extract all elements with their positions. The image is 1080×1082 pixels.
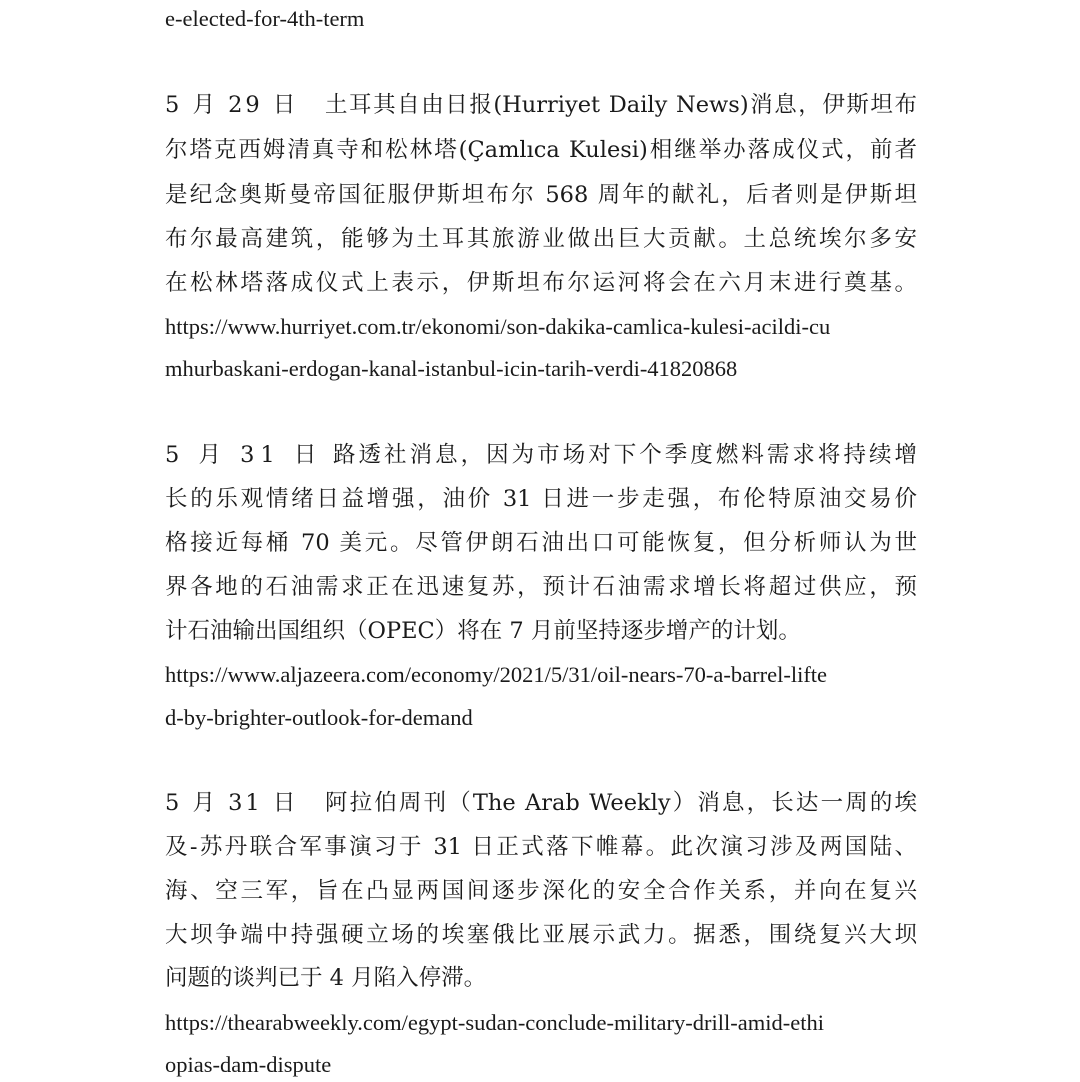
entry-text-line: 尔塔克西姆清真寺和松林塔(Çamlıca Kulesi)相继举办落成仪式，前者 [165, 137, 917, 163]
entry-url-line[interactable]: d-by-brighter-outlook-for-demand [165, 705, 473, 730]
entry-url-line[interactable]: https://www.hurriyet.com.tr/ekonomi/son-dakika-camlica-kulesi-acildi-cu [165, 314, 831, 339]
entry-text-line: 土耳其自由日报(Hurriyet Daily News)消息，伊斯坦布 [325, 92, 917, 118]
entry-url-line[interactable]: https://www.aljazeera.com/economy/2021/5/31/oil-nears-70-a-barrel-lifte [165, 662, 828, 687]
entry-text-line: 长的乐观情绪日益增强，油价 31 日进一步走强，布伦特原油交易价 [165, 486, 917, 512]
entry-text-line: 大坝争端中持强硬立场的埃塞俄比亚展示武力。据悉，围绕复兴大坝 [165, 922, 917, 948]
entry-date: 5 月 31 日 [165, 442, 323, 468]
entry-text-line: 布尔最高建筑，能够为土耳其旅游业做出巨大贡献。土总统埃尔多安 [165, 226, 917, 252]
entry-text-line: 在松林塔落成仪式上表示，伊斯坦布尔运河将会在六月末进行奠基。 [165, 270, 917, 296]
entry-text-line: 是纪念奥斯曼帝国征服伊斯坦布尔 568 周年的献礼，后者则是伊斯坦 [165, 182, 917, 208]
entry-date: 5 月 31 日 [165, 790, 299, 816]
entry-url-line[interactable]: https://thearabweekly.com/egypt-sudan-conclude-military-drill-amid-ethi [165, 1010, 824, 1035]
url-continuation[interactable]: e-elected-for-4th-term [165, 6, 365, 31]
entry-text-line: 格接近每桶 70 美元。尽管伊朗石油出口可能恢复，但分析师认为世 [165, 530, 917, 556]
entry-text-line: 及-苏丹联合军事演习于 31 日正式落下帷幕。此次演习涉及两国陆、 [165, 834, 917, 860]
entry-date: 5 月 29 日 [165, 92, 299, 118]
entry-text-line: 路透社消息，因为市场对下个季度燃料需求将持续增 [333, 442, 917, 468]
entry-text-line: 海、空三军，旨在凸显两国间逐步深化的安全合作关系，并向在复兴 [165, 878, 917, 904]
entry-text-line: 问题的谈判已于 4 月陷入停滞。 [165, 965, 487, 991]
entry-url-line[interactable]: mhurbaskani-erdogan-kanal-istanbul-icin-tarih-verdi-41820868 [165, 356, 738, 381]
entry-url-line[interactable]: opias-dam-dispute [165, 1052, 332, 1077]
entry-text-line: 界各地的石油需求正在迅速复苏，预计石油需求增长将超过供应，预 [165, 574, 917, 600]
entry-text-line: 阿拉伯周刊（The Arab Weekly）消息，长达一周的埃 [325, 790, 917, 816]
entry-text-line: 计石油输出国组织（OPEC）将在 7 月前坚持逐步增产的计划。 [165, 618, 801, 644]
